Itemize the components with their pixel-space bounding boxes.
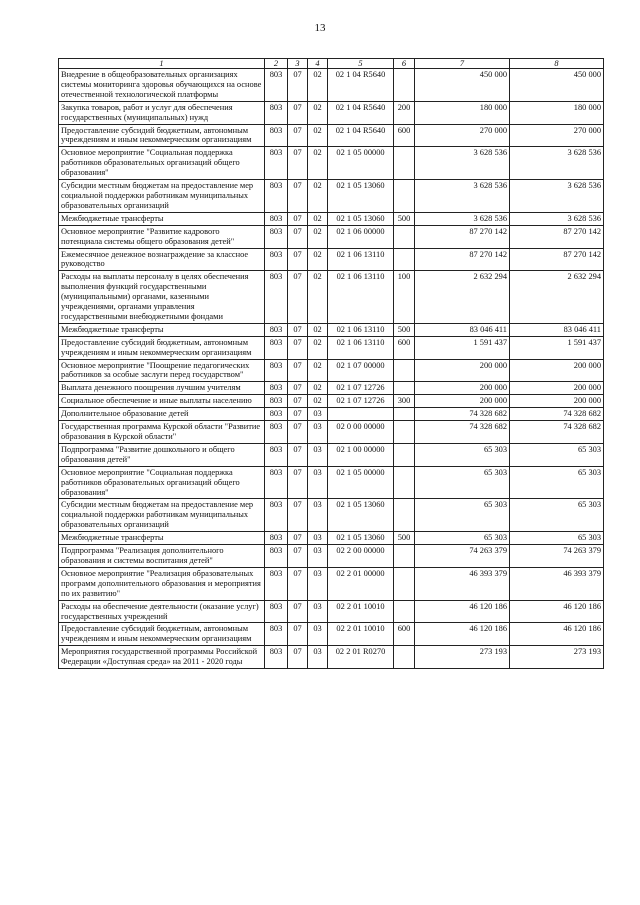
table-row xyxy=(59,421,604,444)
row-expense-type: 500 xyxy=(394,532,415,545)
table-row xyxy=(59,101,604,124)
row-grbs: 803 xyxy=(265,69,288,102)
row-target-article: 02 1 04 R5640 xyxy=(328,101,394,124)
row-expense-type xyxy=(394,359,415,382)
row-grbs: 803 xyxy=(265,600,288,623)
table-row xyxy=(59,212,604,225)
row-target-article: 02 2 00 00000 xyxy=(328,545,394,568)
row-section: 07 xyxy=(288,421,308,444)
row-expense-type xyxy=(394,147,415,180)
row-grbs: 803 xyxy=(265,466,288,499)
row-amount-1: 65 303 xyxy=(415,532,510,545)
row-target-article: 02 2 01 00000 xyxy=(328,567,394,600)
row-grbs: 803 xyxy=(265,359,288,382)
table-row xyxy=(59,532,604,545)
row-amount-2: 87 270 142 xyxy=(510,248,604,271)
row-subsection: 03 xyxy=(308,466,328,499)
row-subsection: 02 xyxy=(308,248,328,271)
row-amount-1: 74 263 379 xyxy=(415,545,510,568)
row-section: 07 xyxy=(288,443,308,466)
row-amount-2: 180 000 xyxy=(510,101,604,124)
row-grbs: 803 xyxy=(265,271,288,324)
row-amount-1: 65 303 xyxy=(415,443,510,466)
row-section: 07 xyxy=(288,336,308,359)
table-row xyxy=(59,395,604,408)
row-target-article: 02 1 07 00000 xyxy=(328,359,394,382)
row-target-article: 02 0 00 00000 xyxy=(328,421,394,444)
table-row xyxy=(59,623,604,646)
row-target-article: 02 1 05 00000 xyxy=(328,466,394,499)
row-subsection: 03 xyxy=(308,408,328,421)
row-section: 07 xyxy=(288,395,308,408)
table-row xyxy=(59,408,604,421)
table-row xyxy=(59,499,604,532)
row-expense-type xyxy=(394,600,415,623)
row-grbs: 803 xyxy=(265,646,288,669)
row-amount-2: 273 193 xyxy=(510,646,604,669)
row-grbs: 803 xyxy=(265,499,288,532)
row-grbs: 803 xyxy=(265,147,288,180)
row-section: 07 xyxy=(288,545,308,568)
row-amount-2: 270 000 xyxy=(510,124,604,147)
row-section: 07 xyxy=(288,212,308,225)
row-amount-2: 74 328 682 xyxy=(510,421,604,444)
row-amount-1: 273 193 xyxy=(415,646,510,669)
row-expense-type xyxy=(394,443,415,466)
header-col-4: 4 xyxy=(308,59,328,69)
row-amount-2: 46 393 379 xyxy=(510,567,604,600)
row-target-article: 02 1 06 13110 xyxy=(328,336,394,359)
row-subsection: 03 xyxy=(308,421,328,444)
table-row xyxy=(59,466,604,499)
header-col-8: 8 xyxy=(510,59,604,69)
row-expense-type xyxy=(394,545,415,568)
row-target-article: 02 1 06 00000 xyxy=(328,225,394,248)
row-target-article: 02 1 05 13060 xyxy=(328,212,394,225)
row-subsection: 03 xyxy=(308,499,328,532)
row-section: 07 xyxy=(288,359,308,382)
row-section: 07 xyxy=(288,147,308,180)
row-expense-type xyxy=(394,567,415,600)
row-amount-1: 46 120 186 xyxy=(415,600,510,623)
row-amount-1: 200 000 xyxy=(415,359,510,382)
row-name: Предоставление субсидий бюджетным, автономным учреждениям и иным некоммерческим организациям xyxy=(59,623,265,646)
row-name: Внедрение в общеобразовательных организациях системы мониторинга здоровья обучающихся на основе отечественной технологической платформы xyxy=(59,69,265,102)
table-row xyxy=(59,180,604,213)
row-target-article: 02 1 06 13110 xyxy=(328,271,394,324)
row-expense-type xyxy=(394,382,415,395)
row-amount-2: 46 120 186 xyxy=(510,600,604,623)
table-row xyxy=(59,646,604,669)
row-amount-1: 270 000 xyxy=(415,124,510,147)
row-subsection: 03 xyxy=(308,567,328,600)
row-target-article: 02 1 07 12726 xyxy=(328,395,394,408)
row-subsection: 02 xyxy=(308,395,328,408)
row-amount-1: 65 303 xyxy=(415,466,510,499)
row-amount-2: 3 628 536 xyxy=(510,180,604,213)
row-name: Расходы на выплаты персоналу в целях обеспечения выполнения функций государственными (муниципальными) органами, казенными учреждениями, органами управления государственными внебюджетными фондами xyxy=(59,271,265,324)
row-target-article: 02 2 01 10010 xyxy=(328,600,394,623)
row-grbs: 803 xyxy=(265,124,288,147)
table-row xyxy=(59,225,604,248)
row-amount-2: 200 000 xyxy=(510,395,604,408)
row-amount-2: 65 303 xyxy=(510,466,604,499)
row-subsection: 02 xyxy=(308,69,328,102)
row-section: 07 xyxy=(288,323,308,336)
row-grbs: 803 xyxy=(265,443,288,466)
row-subsection: 03 xyxy=(308,532,328,545)
row-name: Основное мероприятие "Реализация образовательных программ дополнительного образования и мероприятия по их развитию" xyxy=(59,567,265,600)
row-expense-type: 600 xyxy=(394,124,415,147)
row-amount-2: 87 270 142 xyxy=(510,225,604,248)
row-subsection: 03 xyxy=(308,600,328,623)
row-section: 07 xyxy=(288,225,308,248)
row-name: Мероприятия государственной программы Российской Федерации «Доступная среда» на 2011 - 2020 годы xyxy=(59,646,265,669)
row-amount-2: 3 628 536 xyxy=(510,212,604,225)
table-row xyxy=(59,323,604,336)
table-header xyxy=(59,59,604,69)
row-subsection: 03 xyxy=(308,623,328,646)
row-name: Основное мероприятие "Социальная поддержка работников образовательных организаций общего образования" xyxy=(59,147,265,180)
row-section: 07 xyxy=(288,646,308,669)
row-expense-type xyxy=(394,421,415,444)
row-amount-1: 1 591 437 xyxy=(415,336,510,359)
row-target-article: 02 1 07 12726 xyxy=(328,382,394,395)
row-grbs: 803 xyxy=(265,545,288,568)
row-amount-2: 1 591 437 xyxy=(510,336,604,359)
row-name: Субсидии местным бюджетам на предоставление мер социальной поддержки работникам муниципальных образовательных организаций xyxy=(59,180,265,213)
row-grbs: 803 xyxy=(265,336,288,359)
row-amount-1: 3 628 536 xyxy=(415,212,510,225)
row-amount-1: 450 000 xyxy=(415,69,510,102)
row-amount-1: 87 270 142 xyxy=(415,225,510,248)
row-amount-1: 74 328 682 xyxy=(415,408,510,421)
table-row xyxy=(59,443,604,466)
row-section: 07 xyxy=(288,499,308,532)
row-expense-type: 600 xyxy=(394,623,415,646)
row-grbs: 803 xyxy=(265,421,288,444)
row-subsection: 02 xyxy=(308,212,328,225)
row-subsection: 03 xyxy=(308,545,328,568)
row-amount-2: 65 303 xyxy=(510,443,604,466)
table-body xyxy=(59,69,604,669)
row-expense-type xyxy=(394,499,415,532)
row-expense-type: 200 xyxy=(394,101,415,124)
row-grbs: 803 xyxy=(265,180,288,213)
row-section: 07 xyxy=(288,248,308,271)
table-row xyxy=(59,336,604,359)
row-name: Социальное обеспечение и иные выплаты населению xyxy=(59,395,265,408)
row-grbs: 803 xyxy=(265,248,288,271)
row-expense-type xyxy=(394,646,415,669)
row-expense-type xyxy=(394,408,415,421)
row-section: 07 xyxy=(288,532,308,545)
row-target-article: 02 1 00 00000 xyxy=(328,443,394,466)
row-amount-2: 200 000 xyxy=(510,382,604,395)
row-amount-2: 74 328 682 xyxy=(510,408,604,421)
row-grbs: 803 xyxy=(265,225,288,248)
row-subsection: 02 xyxy=(308,147,328,180)
table-row xyxy=(59,359,604,382)
row-amount-1: 83 046 411 xyxy=(415,323,510,336)
row-amount-2: 74 263 379 xyxy=(510,545,604,568)
row-subsection: 02 xyxy=(308,336,328,359)
row-target-article: 02 1 05 13060 xyxy=(328,499,394,532)
row-target-article: 02 1 04 R5640 xyxy=(328,69,394,102)
row-name: Государственная программа Курской области "Развитие образования в Курской области" xyxy=(59,421,265,444)
row-section: 07 xyxy=(288,466,308,499)
row-amount-1: 3 628 536 xyxy=(415,147,510,180)
row-amount-1: 74 328 682 xyxy=(415,421,510,444)
row-subsection: 02 xyxy=(308,382,328,395)
row-expense-type xyxy=(394,248,415,271)
row-grbs: 803 xyxy=(265,532,288,545)
row-amount-2: 200 000 xyxy=(510,359,604,382)
table-row xyxy=(59,124,604,147)
row-section: 07 xyxy=(288,69,308,102)
row-amount-2: 65 303 xyxy=(510,532,604,545)
row-name: Межбюджетные трансферты xyxy=(59,323,265,336)
header-col-2: 2 xyxy=(265,59,288,69)
row-target-article: 02 1 06 13110 xyxy=(328,323,394,336)
row-grbs: 803 xyxy=(265,567,288,600)
row-grbs: 803 xyxy=(265,623,288,646)
row-grbs: 803 xyxy=(265,395,288,408)
row-name: Расходы на обеспечение деятельности (оказание услуг) государственных учреждений xyxy=(59,600,265,623)
row-name: Основное мероприятие "Социальная поддержка работников образовательных организаций общего образования" xyxy=(59,466,265,499)
budget-table xyxy=(58,58,604,669)
row-name: Межбюджетные трансферты xyxy=(59,212,265,225)
row-amount-2: 3 628 536 xyxy=(510,147,604,180)
row-grbs: 803 xyxy=(265,101,288,124)
row-section: 07 xyxy=(288,124,308,147)
row-subsection: 02 xyxy=(308,359,328,382)
row-target-article: 02 2 01 10010 xyxy=(328,623,394,646)
row-subsection: 02 xyxy=(308,323,328,336)
row-amount-1: 65 303 xyxy=(415,499,510,532)
row-name: Подпрограмма "Развитие дошкольного и общего образования детей" xyxy=(59,443,265,466)
row-section: 07 xyxy=(288,408,308,421)
row-amount-1: 46 393 379 xyxy=(415,567,510,600)
row-expense-type: 500 xyxy=(394,323,415,336)
header-col-3: 3 xyxy=(288,59,308,69)
row-name: Ежемесячное денежное вознаграждение за классное руководство xyxy=(59,248,265,271)
row-subsection: 02 xyxy=(308,124,328,147)
row-name: Основное мероприятие "Развитие кадрового потенциала системы общего образования детей" xyxy=(59,225,265,248)
row-amount-1: 87 270 142 xyxy=(415,248,510,271)
row-section: 07 xyxy=(288,623,308,646)
row-name: Закупка товаров, работ и услуг для обеспечения государственных (муниципальных) нужд xyxy=(59,101,265,124)
row-section: 07 xyxy=(288,271,308,324)
header-col-1: 1 xyxy=(59,59,265,69)
row-grbs: 803 xyxy=(265,212,288,225)
row-subsection: 03 xyxy=(308,646,328,669)
header-col-7: 7 xyxy=(415,59,510,69)
row-amount-1: 200 000 xyxy=(415,395,510,408)
table-row xyxy=(59,382,604,395)
row-subsection: 02 xyxy=(308,225,328,248)
row-amount-2: 450 000 xyxy=(510,69,604,102)
header-col-6: 6 xyxy=(394,59,415,69)
header-col-5: 5 xyxy=(328,59,394,69)
row-section: 07 xyxy=(288,567,308,600)
row-expense-type xyxy=(394,225,415,248)
row-grbs: 803 xyxy=(265,323,288,336)
row-name: Подпрограмма "Реализация дополнительного образования и системы воспитания детей" xyxy=(59,545,265,568)
row-expense-type: 600 xyxy=(394,336,415,359)
row-target-article: 02 1 05 13060 xyxy=(328,532,394,545)
row-amount-1: 3 628 536 xyxy=(415,180,510,213)
row-target-article: 02 1 05 13060 xyxy=(328,180,394,213)
row-grbs: 803 xyxy=(265,408,288,421)
row-expense-type xyxy=(394,466,415,499)
row-expense-type xyxy=(394,180,415,213)
table-row xyxy=(59,248,604,271)
table-row xyxy=(59,69,604,102)
row-name: Предоставление субсидий бюджетным, автономным учреждениям и иным некоммерческим организациям xyxy=(59,124,265,147)
row-target-article: 02 1 06 13110 xyxy=(328,248,394,271)
row-name: Предоставление субсидий бюджетным, автономным учреждениям и иным некоммерческим организациям xyxy=(59,336,265,359)
row-name: Межбюджетные трансферты xyxy=(59,532,265,545)
row-target-article xyxy=(328,408,394,421)
row-target-article: 02 2 01 R0270 xyxy=(328,646,394,669)
row-amount-1: 200 000 xyxy=(415,382,510,395)
row-section: 07 xyxy=(288,180,308,213)
row-amount-2: 83 046 411 xyxy=(510,323,604,336)
row-name: Субсидии местным бюджетам на предоставление мер социальной поддержки работникам муниципальных образовательных организаций xyxy=(59,499,265,532)
row-section: 07 xyxy=(288,600,308,623)
row-amount-1: 46 120 186 xyxy=(415,623,510,646)
row-expense-type: 100 xyxy=(394,271,415,324)
row-amount-2: 46 120 186 xyxy=(510,623,604,646)
table-row xyxy=(59,147,604,180)
row-name: Выплата денежного поощрения лучшим учителям xyxy=(59,382,265,395)
page-number: 13 xyxy=(314,22,326,34)
row-amount-2: 65 303 xyxy=(510,499,604,532)
row-subsection: 03 xyxy=(308,443,328,466)
row-expense-type xyxy=(394,69,415,102)
row-subsection: 02 xyxy=(308,271,328,324)
row-subsection: 02 xyxy=(308,101,328,124)
row-target-article: 02 1 05 00000 xyxy=(328,147,394,180)
row-amount-2: 2 632 294 xyxy=(510,271,604,324)
table-row xyxy=(59,600,604,623)
row-name: Основное мероприятие "Поощрение педагогических работников за особые заслуги перед государством" xyxy=(59,359,265,382)
table-row xyxy=(59,271,604,324)
table-row xyxy=(59,567,604,600)
row-grbs: 803 xyxy=(265,382,288,395)
table-row xyxy=(59,545,604,568)
row-amount-1: 180 000 xyxy=(415,101,510,124)
row-amount-1: 2 632 294 xyxy=(415,271,510,324)
header-row xyxy=(59,59,604,69)
row-expense-type: 500 xyxy=(394,212,415,225)
row-section: 07 xyxy=(288,101,308,124)
row-name: Дополнительное образование детей xyxy=(59,408,265,421)
row-expense-type: 300 xyxy=(394,395,415,408)
row-target-article: 02 1 04 R5640 xyxy=(328,124,394,147)
row-subsection: 02 xyxy=(308,180,328,213)
row-section: 07 xyxy=(288,382,308,395)
